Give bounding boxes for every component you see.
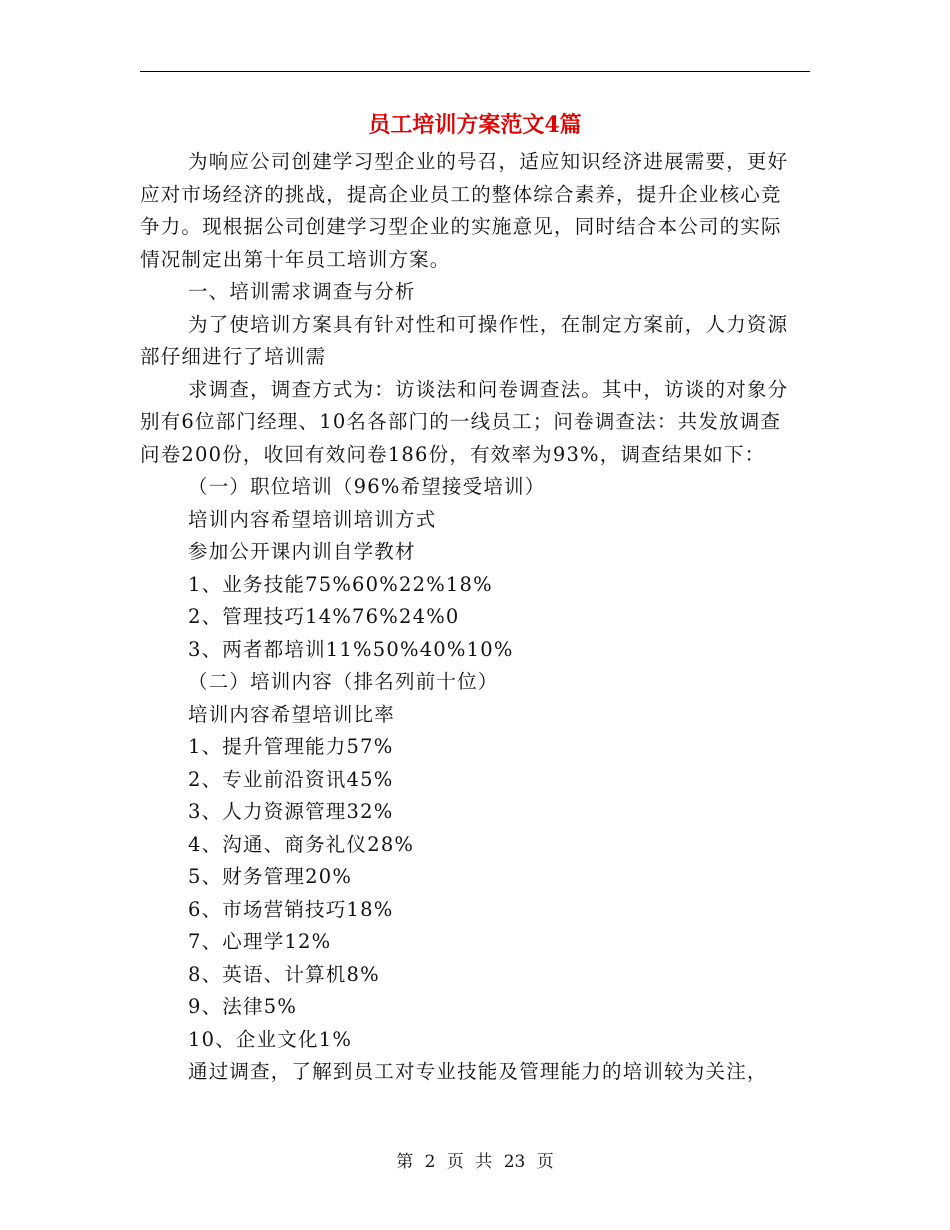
subheading-position-training: （一）职位培训（96%希望接受培训） (188, 475, 546, 498)
list-item: 5、财务管理20% (188, 865, 353, 888)
list-item: 3、人力资源管理32% (188, 800, 394, 823)
list-item: 2、管理技巧14%76%24%0 (188, 605, 460, 628)
table-header-line: 培训内容希望培训培训方式 (188, 507, 437, 531)
section-heading-survey: 一、培训需求调查与分析 (188, 280, 416, 303)
list-item: 1、提升管理能力57% (188, 735, 394, 758)
document-body (140, 146, 800, 1089)
list-item: 7、心理学12% (188, 930, 332, 953)
table-header-line: 培训内容希望培训比率 (188, 702, 396, 726)
paragraph-survey-method: 求调查，调查方式为：访谈法和问卷调查法。其中，访谈的对象分别有6位部门经理、10名各部门的一线员工；问卷调查法：共发放调查问卷200份，收回有效问卷186份，有效率为93%，调查结果如下： (140, 377, 789, 466)
header-rule (140, 71, 810, 72)
page-number-footer: 第 2 页 共 23 页 (396, 1152, 554, 1172)
paragraph-intro: 为响应公司创建学习型企业的号召，适应知识经济进展需要，更好应对市场经济的挑战，提高企业员工的整体综合素养，提升企业核心竞争力。现根据公司创建学习型企业的实施意见，同时结合本公司的实际情况制定出第十年员工培训方案。 (140, 150, 789, 271)
list-item: 3、两者都培训11%50%40%10% (188, 637, 514, 661)
list-item: 2、专业前沿资讯45% (188, 767, 394, 791)
document-title: 员工培训方案范文4篇 (368, 112, 582, 138)
list-item: 8、英语、计算机8% (188, 962, 380, 986)
subheading-training-content: （二）培训内容（排名列前十位） (188, 670, 499, 693)
list-item: 9、法律5% (188, 995, 298, 1018)
paragraph-survey-purpose: 为了使培训方案具有针对性和可操作性，在制定方案前，人力资源部仔细进行了培训需 (140, 312, 789, 368)
list-item: 6、市场营销技巧18% (188, 897, 394, 921)
table-header-line: 参加公开课内训自学教材 (188, 540, 416, 563)
list-item: 1、业务技能75%60%22%18% (188, 572, 493, 596)
list-item: 10、企业文化1% (188, 1027, 353, 1051)
paragraph-conclusion: 通过调查，了解到员工对专业技能及管理能力的培训较为关注， (188, 1060, 768, 1083)
list-item: 4、沟通、商务礼仪28% (188, 832, 415, 856)
